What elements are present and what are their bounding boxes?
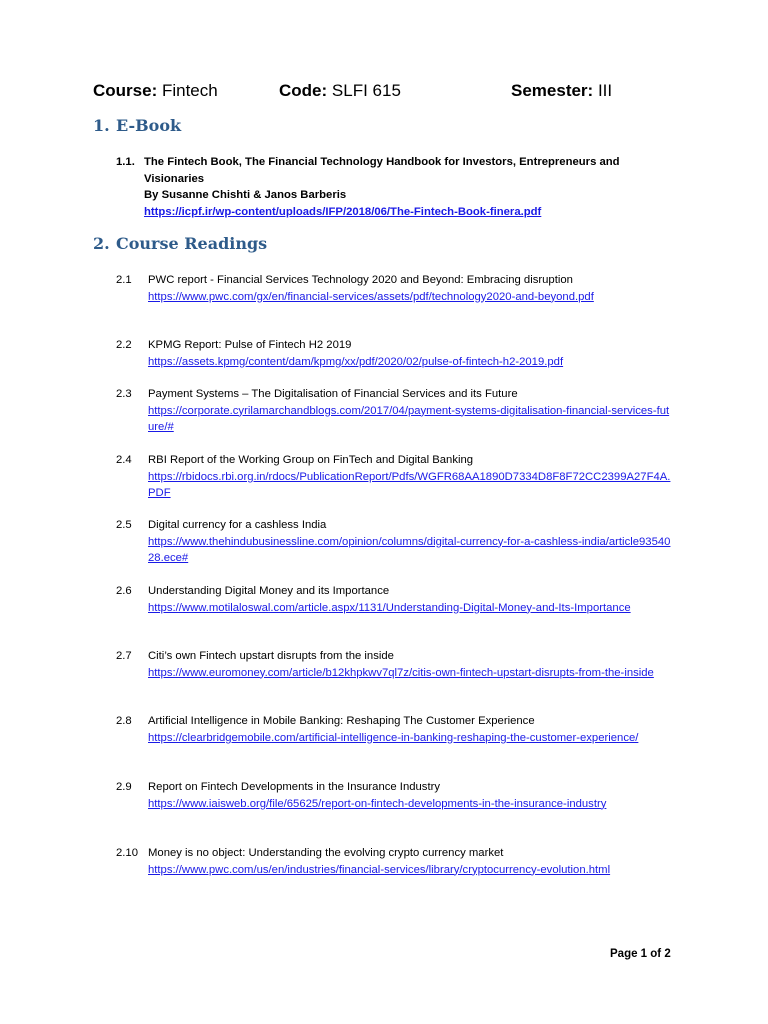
reading-item: [116, 386, 676, 436]
semester-value: III: [597, 81, 613, 100]
reading-title: Report on Fintech Developments in the Insurance Industry: [148, 781, 440, 793]
item-number: 2.4: [116, 454, 132, 466]
section-number: 1.: [93, 116, 110, 135]
code-value: SLFI 615: [331, 81, 401, 100]
ebook-author: By Susanne Chishti & Janos Barberis: [144, 189, 347, 201]
reading-link[interactable]: https://www.pwc.com/gx/en/financial-services/assets/pdf/technology2020-and-beyond.pdf: [148, 290, 594, 303]
ebook-link[interactable]: https://icpf.ir/wp-content/uploads/IFP/2018/06/The-Fintech-Book-finera.pdf: [144, 205, 542, 218]
section-number: 2.: [93, 234, 110, 253]
ebook-title: The Fintech Book, The Financial Technology Handbook for Investors, Entrepreneurs and Visionaries: [144, 156, 620, 185]
reading-link[interactable]: https://rbidocs.rbi.org.in/rdocs/PublicationReport/Pdfs/WGFR68AA1890D7334D8F8F72CC2399A27F4A.PDF: [148, 470, 671, 499]
section-title: Course Readings: [116, 234, 268, 253]
reading-item: [116, 713, 676, 746]
course-label: Course:: [93, 81, 158, 100]
reading-title: Understanding Digital Money and its Importance: [148, 585, 390, 597]
item-number: 2.9: [116, 781, 132, 793]
section-title: E-Book: [116, 116, 182, 135]
reading-link[interactable]: https://www.euromoney.com/article/b12khpkwv7ql7z/citis-own-fintech-upstart-disrupts-from-the-inside: [148, 666, 654, 679]
item-number: 2.1: [116, 274, 132, 286]
reading-item: [116, 779, 676, 812]
reading-item: [116, 272, 676, 305]
reading-title: KPMG Report: Pulse of Fintech H2 2019: [148, 339, 352, 351]
reading-item: [116, 517, 676, 567]
course-field: [93, 78, 218, 104]
semester-label: Semester:: [511, 81, 594, 100]
item-number: 1.1.: [116, 156, 135, 168]
reading-title: RBI Report of the Working Group on FinTech and Digital Banking: [148, 454, 474, 466]
reading-item: [116, 337, 676, 370]
reading-link[interactable]: https://corporate.cyrilamarchandblogs.com/2017/04/payment-systems-digitalisation-financial-services-future/#: [148, 404, 670, 433]
reading-title: Money is no object: Understanding the evolving crypto currency market: [148, 847, 504, 859]
reading-title: Payment Systems – The Digitalisation of Financial Services and its Future: [148, 388, 518, 400]
item-number: 2.2: [116, 339, 132, 351]
reading-link[interactable]: https://www.motilaloswal.com/article.aspx/1131/Understanding-Digital-Money-and-Its-Importance: [148, 601, 631, 614]
item-number: 2.3: [116, 388, 132, 400]
ebook-item: [116, 154, 676, 220]
reading-item: [116, 845, 676, 878]
code-label: Code:: [279, 81, 328, 100]
reading-title: PWC report - Financial Services Technology 2020 and Beyond: Embracing disruption: [148, 274, 573, 286]
reading-title: Citi’s own Fintech upstart disrupts from the inside: [148, 650, 394, 662]
reading-link[interactable]: https://assets.kpmg/content/dam/kpmg/xx/pdf/2020/02/pulse-of-fintech-h2-2019.pdf: [148, 355, 564, 368]
course-value: Fintech: [161, 81, 218, 100]
reading-link[interactable]: https://clearbridgemobile.com/artificial-intelligence-in-banking-reshaping-the-customer-experience/: [148, 731, 639, 744]
reading-title: Digital currency for a cashless India: [148, 519, 327, 531]
course-header: [93, 78, 713, 104]
section-heading-ebook: [93, 116, 181, 135]
item-number: 2.8: [116, 715, 132, 727]
code-field: [279, 78, 401, 104]
reading-item: [116, 583, 676, 616]
reading-link[interactable]: https://www.iaisweb.org/file/65625/report-on-fintech-developments-in-the-insurance-industry: [148, 797, 607, 810]
reading-title: Artificial Intelligence in Mobile Banking: Reshaping The Customer Experience: [148, 715, 535, 727]
item-number: 2.5: [116, 519, 132, 531]
item-number: 2.7: [116, 650, 132, 662]
semester-field: [511, 78, 612, 104]
reading-link[interactable]: https://www.pwc.com/us/en/industries/financial-services/library/cryptocurrency-evolution.html: [148, 863, 611, 876]
reading-item: [116, 648, 676, 681]
reading-item: [116, 452, 676, 502]
reading-link[interactable]: https://www.thehindubusinessline.com/opinion/columns/digital-currency-for-a-cashless-india/article9354028.ece#: [148, 535, 671, 564]
page-number: Page 1 of 2: [610, 948, 671, 960]
item-number: 2.10: [116, 847, 138, 859]
item-number: 2.6: [116, 585, 132, 597]
section-heading-readings: [93, 234, 267, 253]
